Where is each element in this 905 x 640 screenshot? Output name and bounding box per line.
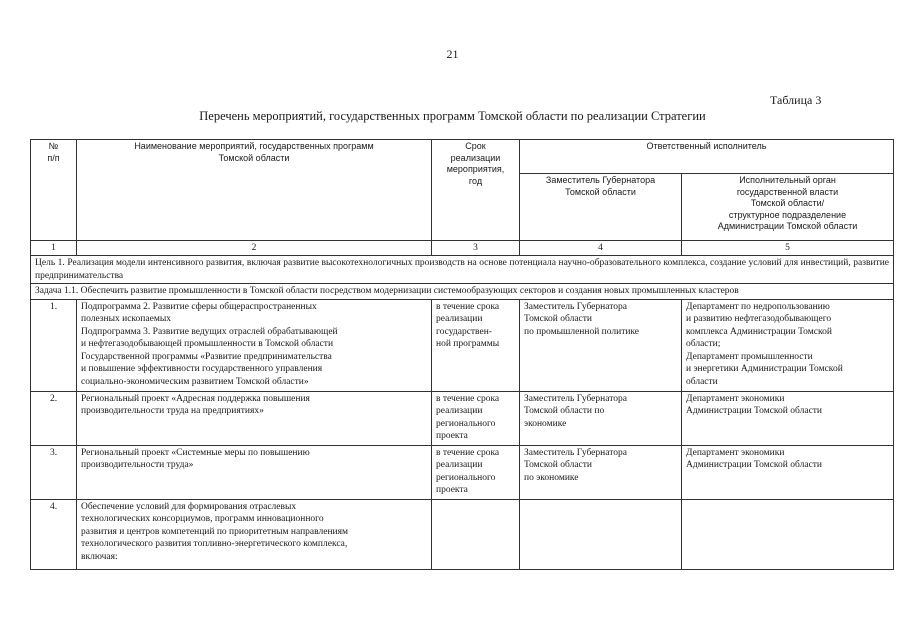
table-row xyxy=(31,391,894,445)
col-number-2: 2 xyxy=(77,241,432,256)
row-name: Подпрограмма 2. Развитие сферы общераспространенных полезных ископаемых Подпрограмма 3. Развитие ведущих отраслей обрабатывающей и нефтегазодобывающей промышленности в Томской области Государственной программы «Развитие предпринимательства и повышение эффективности государственного управления социально-экономическим развитием Томской области» xyxy=(77,299,432,391)
col-number-3: 3 xyxy=(432,241,520,256)
col-number-4: 4 xyxy=(520,241,682,256)
row-deputy: Заместитель Губернатора Томской области по экономике xyxy=(520,445,682,499)
row-term: в течение срока реализации регионального проекта xyxy=(432,445,520,499)
row-deputy xyxy=(520,499,682,569)
table-label: Таблица 3 xyxy=(770,93,822,107)
row-name: Обеспечение условий для формирования отраслевых технологических консорциумов, программ инновационного развития и центров компетенций по приоритетным направлениям технологического развития топливно-энергетического комплекса, включая: xyxy=(77,499,432,569)
task-row: Задача 1.1. Обеспечить развитие промышленности в Томской области посредством модернизации системообразующих секторов и создания новых промышленных кластеров xyxy=(31,284,894,300)
header-num: № п/п xyxy=(31,140,77,241)
row-organ: Департамент экономики Администрации Томской области xyxy=(682,391,894,445)
measures-table xyxy=(30,139,894,570)
header-responsible: Ответственный исполнитель xyxy=(520,140,894,174)
header-organ: Исполнительный орган государственной власти Томской области/ структурное подразделение Администрации Томской области xyxy=(682,174,894,241)
row-term: в течение срока реализации государствен- ной программы xyxy=(432,299,520,391)
table-row xyxy=(31,445,894,499)
page-number: 21 xyxy=(446,47,459,61)
header-name: Наименование мероприятий, государственных программ Томской области xyxy=(77,140,432,241)
row-organ xyxy=(682,499,894,569)
row-num: 3. xyxy=(31,445,77,499)
col-number-1: 1 xyxy=(31,241,77,256)
row-organ: Департамент экономики Администрации Томской области xyxy=(682,445,894,499)
col-number-5: 5 xyxy=(682,241,894,256)
row-name: Региональный проект «Системные меры по повышению производительности труда» xyxy=(77,445,432,499)
row-term: в течение срока реализации регионального проекта xyxy=(432,391,520,445)
row-organ: Департамент по недропользованию и развитию нефтегазодобывающего комплекса Администрации Томской области; Департамент промышленности и энергетики Администрации Томской области xyxy=(682,299,894,391)
header-deputy: Заместитель Губернатора Томской области xyxy=(520,174,682,241)
row-deputy: Заместитель Губернатора Томской области по промышленной политике xyxy=(520,299,682,391)
row-num: 2. xyxy=(31,391,77,445)
row-num: 1. xyxy=(31,299,77,391)
goal-row: Цель 1. Реализация модели интенсивного развития, включая развитие высокотехнологичных производств на основе потенциала научно-образовательного комплекса, создание условий для инвестиций, развитие предпринимательства xyxy=(31,256,894,284)
row-term xyxy=(432,499,520,569)
row-num: 4. xyxy=(31,499,77,569)
table-row xyxy=(31,499,894,569)
table-row xyxy=(31,299,894,391)
header-term: Срок реализации мероприятия, год xyxy=(432,140,520,241)
row-name: Региональный проект «Адресная поддержка повышения производительности труда на предприятиях» xyxy=(77,391,432,445)
document-title: Перечень мероприятий, государственных программ Томской области по реализации Стратегии xyxy=(199,109,706,123)
row-deputy: Заместитель Губернатора Томской области по экономике xyxy=(520,391,682,445)
